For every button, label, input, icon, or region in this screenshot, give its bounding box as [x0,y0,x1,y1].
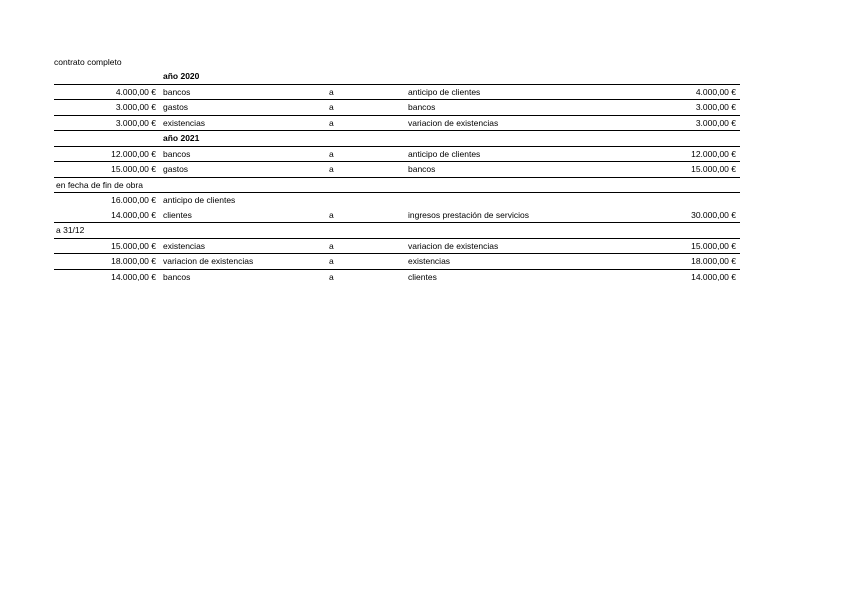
year-label: año 2021 [163,133,200,143]
journal-entry-row [54,162,740,178]
credit-account: bancos [408,102,436,112]
entry-separator: a [329,117,334,128]
entry-separator: a [329,209,334,220]
journal-entry-row [54,116,740,132]
debit-amount: 15.000,00 € [111,240,156,251]
credit-amount: 30.000,00 € [691,209,736,220]
credit-account: clientes [408,271,437,282]
credit-amount: 12.000,00 € [691,148,736,159]
entry-separator: a [329,164,334,174]
credit-account: bancos [408,164,436,174]
debit-account: bancos [163,271,191,282]
year-label: año 2020 [163,71,200,81]
journal-entry-row [54,193,740,208]
debit-account: bancos [163,148,191,159]
section-header-end-of-work [54,178,740,194]
credit-amount: 15.000,00 € [691,164,736,174]
journal-entry-row [54,146,740,163]
journal-entry-row [54,100,740,116]
debit-account: gastos [163,164,189,174]
credit-account: anticipo de clientes [408,86,481,97]
credit-account: variacion de existencias [408,240,499,251]
journal-entry-row [54,254,740,270]
entry-separator: a [329,102,334,112]
debit-account: bancos [163,86,191,97]
section-label: en fecha de fin de obra [56,179,143,190]
credit-amount: 15.000,00 € [691,240,736,251]
credit-amount: 3.000,00 € [695,117,736,128]
credit-account: anticipo de clientes [408,148,481,159]
debit-account: existencias [163,117,206,128]
debit-amount: 3.000,00 € [115,117,156,128]
section-header-year-end [54,223,740,239]
debit-amount: 14.000,00 € [111,209,156,220]
entry-separator: a [329,240,334,251]
sheet-title: contrato completo [54,57,122,67]
journal-entry-row [54,239,740,255]
section-label: a 31/12 [56,225,85,235]
debit-account: variacion de existencias [163,256,254,266]
credit-amount: 14.000,00 € [691,271,736,282]
debit-account: clientes [163,209,192,220]
journal-entry-row [54,270,740,285]
year-header-2021 [54,131,740,146]
debit-amount: 12.000,00 € [111,148,156,159]
credit-account: ingresos prestación de servicios [408,209,529,220]
entry-separator: a [329,148,334,159]
credit-amount: 18.000,00 € [691,256,736,266]
credit-amount: 4.000,00 € [695,86,736,97]
entry-separator: a [329,256,334,266]
debit-amount: 4.000,00 € [115,86,156,97]
entry-separator: a [329,86,334,97]
year-header-2020 [54,69,740,85]
credit-account: existencias [408,256,451,266]
journal-entry-row [54,85,740,101]
debit-account: existencias [163,240,206,251]
credit-account: variacion de existencias [408,117,499,128]
debit-account: anticipo de clientes [163,195,236,205]
debit-amount: 14.000,00 € [111,271,156,282]
debit-account: gastos [163,102,189,112]
debit-amount: 3.000,00 € [115,102,156,112]
entry-separator: a [329,271,334,282]
credit-amount: 3.000,00 € [695,102,736,112]
debit-amount: 18.000,00 € [111,256,156,266]
journal-entry-row [54,208,740,224]
debit-amount: 16.000,00 € [111,195,156,205]
spreadsheet [54,55,740,284]
debit-amount: 15.000,00 € [111,164,156,174]
